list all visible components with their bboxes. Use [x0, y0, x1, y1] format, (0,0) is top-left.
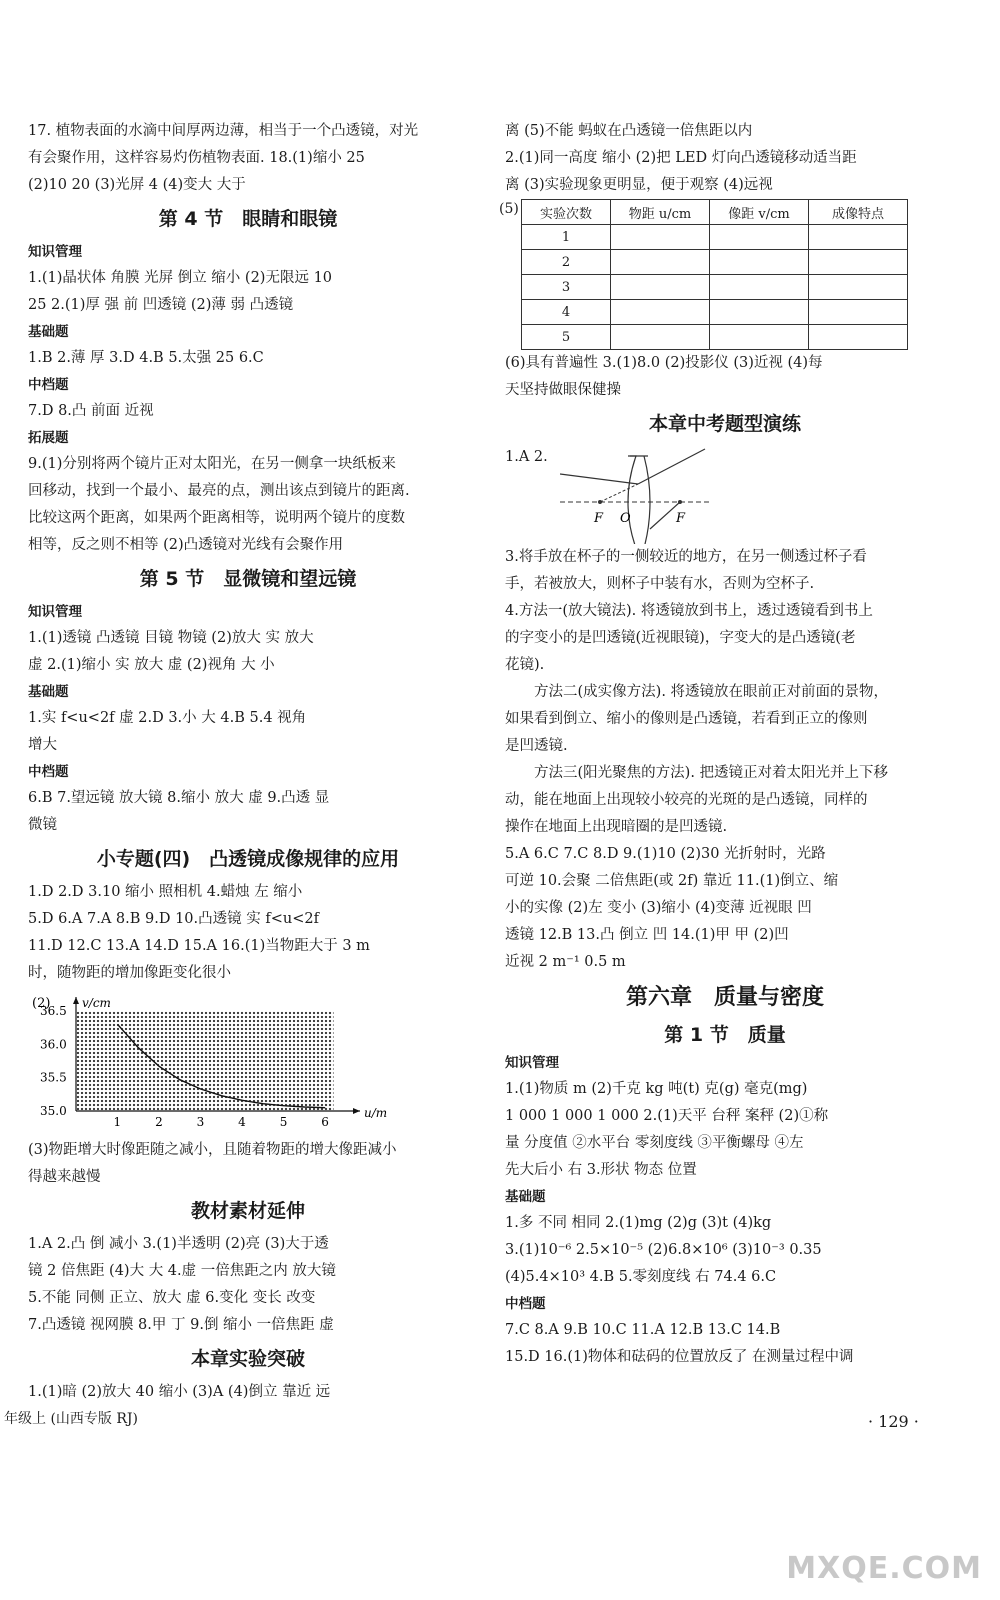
graph-part-label: (2): [32, 996, 51, 1011]
subheading: 知识管理: [28, 244, 82, 260]
table-row: [522, 275, 908, 300]
y-tick-label: 36.5: [40, 1004, 67, 1018]
text-line: 1.A 2.凸 倒 减小 3.(1)半透明 (2)亮 (3)大于透: [28, 1236, 329, 1252]
table-header-cell: 像距 v/cm: [710, 200, 809, 225]
x-axis-label: u/m: [364, 1106, 388, 1120]
y-axis-arrow: [73, 997, 79, 1004]
v-u-graph: [28, 991, 468, 1135]
text-line: 3.(1)10⁻⁶ 2.5×10⁻⁵ (2)6.8×10⁶ (3)10⁻³ 0.35: [505, 1242, 822, 1258]
table-cell: 3: [522, 275, 611, 300]
table-cell: 5: [522, 325, 611, 350]
v-u-chart: [28, 991, 388, 1131]
subheading: 基础题: [505, 1189, 546, 1205]
subheading: 基础题: [28, 684, 69, 700]
x-tick-label: 4: [238, 1115, 246, 1129]
subheading: 基础题: [28, 324, 69, 340]
footer-edition: 年级上 (山西专版 RJ): [4, 1411, 138, 1427]
text-line: 有会聚作用，这样容易灼伤植物表面. 18.(1)缩小 25: [28, 150, 365, 166]
concave-lens-left: [628, 456, 636, 544]
text-line: 7.凸透镜 视网膜 8.甲 丁 9.倒 缩小 一倍焦距 虚: [28, 1317, 334, 1333]
subheading: 中档题: [28, 764, 69, 780]
subheading: 拓展题: [28, 430, 69, 446]
table-header-cell: 物距 u/cm: [611, 200, 710, 225]
section-title-s5: 第 5 节 显微镜和望远镜: [139, 568, 357, 590]
x-tick-label: 5: [279, 1115, 288, 1129]
table-row: [522, 225, 908, 250]
table-row: [522, 300, 908, 325]
text-line: 操作在地面上出现暗圈的是凹透镜.: [505, 819, 728, 835]
y-tick-label: 36.0: [40, 1037, 67, 1052]
text-line: 1.B 2.薄 厚 3.D 4.B 5.太强 25 6.C: [28, 350, 264, 366]
text-line: 7.D 8.凸 前面 近视: [28, 403, 154, 419]
text-line: 离 (3)实验现象更明显，便于观察 (4)远视: [505, 177, 773, 193]
subheading: 中档题: [505, 1296, 546, 1312]
text-line: (2)10 20 (3)光屏 4 (4)变大 大于: [28, 177, 246, 193]
text-line: 方法三(阳光聚焦的方法). 把透镜正对着太阳光并上下移: [534, 765, 889, 781]
table-header-cell: 成像特点: [809, 200, 908, 225]
graph-grid: [76, 1011, 334, 1111]
section-title-s4: 第 4 节 眼睛和眼镜: [158, 208, 338, 230]
text-line: 小的实像 (2)左 变小 (3)缩小 (4)变薄 近视眼 凹: [505, 900, 812, 916]
text-line: 先大后小 右 3.形状 物态 位置: [505, 1162, 697, 1178]
text-line: 5.不能 同侧 正立、放大 虚 6.变化 变长 改变: [28, 1290, 316, 1306]
text-line: 相等，反之则不相等 (2)凸透镜对光线有会聚作用: [28, 537, 344, 553]
text-line: 15.D 16.(1)物体和砝码的位置放反了 在测量过程中调: [505, 1349, 854, 1365]
text-line: 的字变小的是凹透镜(近视眼镜)，字变大的是凸透镜(老: [505, 630, 856, 646]
center-label: O: [620, 511, 631, 526]
text-line: 是凹透镜.: [505, 738, 568, 754]
x-tick-label: 1: [113, 1115, 122, 1129]
x-tick-label: 2: [155, 1115, 163, 1129]
text-line: 1.实 f<u<2f 虚 2.D 3.小 大 4.B 5.4 视角: [28, 710, 307, 726]
text-line: 17. 植物表面的水滴中间厚两边薄，相当于一个凸透镜，对光: [28, 123, 419, 139]
text-line: 4.方法一(放大镜法). 将透镜放到书上，透过透镜看到书上: [505, 603, 873, 619]
table-header-row: [522, 200, 908, 225]
page-number: · 129 ·: [868, 1412, 919, 1431]
text-line: 1.(1)暗 (2)放大 40 缩小 (3)A (4)倒立 靠近 远: [28, 1384, 331, 1400]
y-tick-label: 35.0: [40, 1104, 67, 1118]
text-line: (6)具有普遍性 3.(1)8.0 (2)投影仪 (3)近视 (4)每: [505, 355, 823, 371]
text-line: 1.(1)物质 m (2)千克 kg 吨(t) 克(g) 毫克(mg): [505, 1081, 808, 1097]
text-line: 1.多 不同 相同 2.(1)mg (2)g (3)t (4)kg: [505, 1215, 772, 1231]
text-line: 手，若被放大，则杯子中装有水，否则为空杯子.: [505, 576, 815, 592]
ray-refracted: [638, 449, 705, 484]
text-line: 天坚持做眼保健操: [505, 382, 621, 398]
text-line: 9.(1)分别将两个镜片正对太阳光，在另一侧拿一块纸板来: [28, 456, 396, 472]
y-axis-label: v/cm: [82, 996, 111, 1010]
focus-label-right: F: [676, 511, 686, 526]
x-tick-label: 6: [321, 1115, 329, 1129]
text-line: 1.(1)透镜 凸透镜 目镜 物镜 (2)放大 实 放大: [28, 630, 314, 646]
left-column: [28, 118, 468, 1406]
table-row: [522, 250, 908, 275]
text-line: 花镜).: [505, 657, 545, 673]
text-line: 近视 2 m⁻¹ 0.5 m: [505, 954, 626, 970]
text-line: 虚 2.(1)缩小 实 放大 虚 (2)视角 大 小: [28, 657, 275, 673]
watermark: MXQE.COM: [786, 1551, 982, 1586]
text-line: 6.B 7.望远镜 放大镜 8.缩小 放大 虚 9.凸透 显: [28, 790, 330, 806]
focus-label-left: F: [594, 511, 604, 526]
section-title-expt: 本章实验突破: [190, 1348, 305, 1370]
x-tick-label: 3: [196, 1115, 205, 1129]
subheading: 中档题: [28, 377, 69, 393]
text-line: 比较这两个距离，如果两个距离相等，说明两个镜片的度数: [28, 510, 405, 526]
text-line: 如果看到倒立、缩小的像则是凸透镜，若看到正立的像则: [505, 711, 868, 727]
text-line: 时，随物距的增加像距变化很小: [28, 965, 231, 981]
text-line: 量 分度值 ②水平台 零刻度线 ③平衡螺母 ④左: [505, 1135, 804, 1151]
text-line: 7.C 8.A 9.B 10.C 11.A 12.B 13.C 14.B: [505, 1322, 781, 1338]
text-line: 1.(1)晶状体 角膜 光屏 倒立 缩小 (2)无限远 10: [28, 270, 333, 286]
subheading: 知识管理: [28, 604, 82, 620]
table-cell: 4: [522, 300, 611, 325]
text-line: 11.D 12.C 13.A 14.D 15.A 16.(1)当物距大于 3 m: [28, 938, 370, 954]
y-tick-label: 35.5: [40, 1070, 67, 1085]
lens-figure-block: [505, 444, 945, 544]
text-line: 1.A 2.: [505, 449, 548, 465]
chapter-title: 第六章 质量与密度: [625, 985, 824, 1010]
ray-extension: [600, 484, 638, 502]
x-axis-arrow: [353, 1108, 360, 1114]
text-line: 2.(1)同一高度 缩小 (2)把 LED 灯向凸透镜移动适当距: [505, 150, 857, 166]
text-line: 增大: [28, 737, 57, 753]
text-line: 1 000 1 000 1 000 2.(1)天平 台秤 案秤 (2)①称: [505, 1108, 829, 1124]
text-line: (3)物距增大时像距随之减小，且随着物距的增大像距减小: [28, 1142, 397, 1158]
section-title-exam: 本章中考题型演练: [648, 413, 801, 435]
table-row: [522, 325, 908, 350]
experiment-table: [521, 199, 908, 350]
table-header-cell: 实验次数: [522, 200, 611, 225]
text-line: 回移动，找到一个最小、最亮的点，测出该点到镜片的距离.: [28, 483, 410, 499]
text-line: 5.A 6.C 7.C 8.D 9.(1)10 (2)30 光折射时，光路: [505, 846, 826, 862]
section-title-topic4: 小专题(四) 凸透镜成像规律的应用: [96, 848, 400, 870]
subheading: 知识管理: [505, 1055, 559, 1071]
text-line: 微镜: [28, 817, 57, 833]
text-line: 1.D 2.D 3.10 缩小 照相机 4.蜡烛 左 缩小: [28, 884, 303, 900]
text-line: 得越来越慢: [28, 1169, 101, 1185]
lens-ray-diagram: [560, 444, 780, 544]
text-line: 方法二(成实像方法). 将透镜放在眼前正对前面的景物，: [534, 684, 889, 700]
text-line: 25 2.(1)厚 强 前 凹透镜 (2)薄 弱 凸透镜: [28, 297, 294, 313]
text-line: 镜 2 倍焦距 (4)大 大 4.虚 一倍焦距之内 放大镜: [28, 1263, 336, 1279]
section-title-ch6-s1: 第 1 节 质量: [664, 1024, 786, 1046]
text-line: 离 (5)不能 蚂蚁在凸透镜一倍焦距以内: [505, 123, 753, 139]
text-line: (4)5.4×10³ 4.B 5.零刻度线 右 74.4 6.C: [505, 1269, 777, 1285]
text-line: 透镜 12.B 13.凸 倒立 凹 14.(1)甲 甲 (2)凹: [505, 927, 789, 943]
table-cell: 1: [522, 225, 611, 250]
text-line: 5.D 6.A 7.A 8.B 9.D 10.凸透镜 实 f<u<2f: [28, 911, 319, 927]
table-tag: (5): [499, 201, 519, 217]
right-column: [499, 118, 945, 1371]
text-line: 3.将手放在杯子的一侧较近的地方，在另一侧透过杯子看: [505, 549, 867, 565]
text-line: 动，能在地面上出现较小较亮的光斑的是凸透镜，同样的: [505, 792, 868, 808]
section-title-ext: 教材素材延伸: [190, 1200, 305, 1222]
text-line: 可逆 10.会聚 二倍焦距(或 2f) 靠近 11.(1)倒立、缩: [505, 873, 839, 889]
ray-incident: [560, 474, 638, 484]
experiment-table-block: [499, 199, 945, 350]
concave-lens-right: [644, 456, 650, 544]
table-cell: 2: [522, 250, 611, 275]
